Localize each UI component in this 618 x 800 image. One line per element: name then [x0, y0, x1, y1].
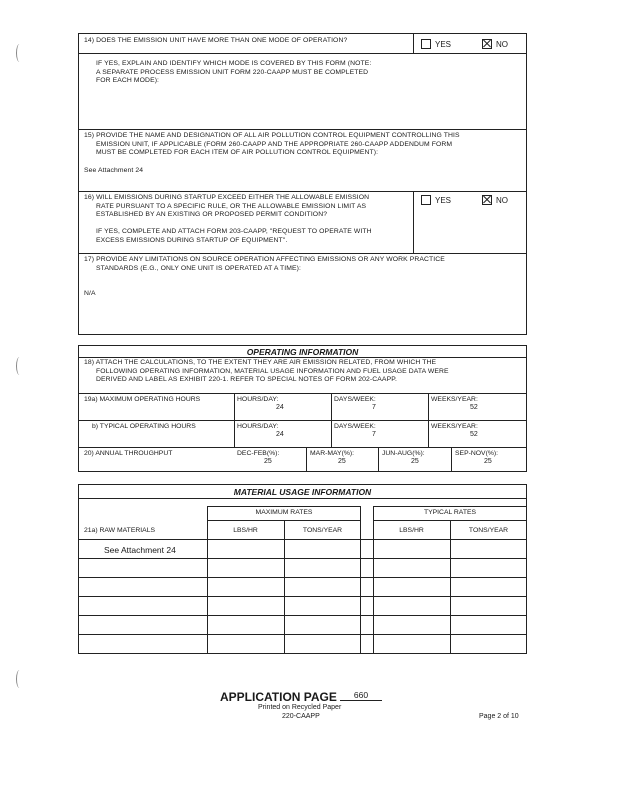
q18-line: DERIVED AND LABEL AS EXHIBIT 220-1. REFER TO SPECIAL NOTES OF FORM 202-CAAPP. [96, 376, 397, 384]
q15-question-line: EMISSION UNIT, IF APPLICABLE (FORM 260-CAAPP AND THE APPROPRIATE 260-CAAPP ADDENDUM FORM [96, 140, 453, 148]
q14-instructions [96, 60, 371, 86]
q16-question-line: ESTABLISHED BY AN EXISTING OR PROPOSED PERMIT CONDITION? [96, 211, 328, 219]
q16-instructions [96, 228, 372, 245]
max-hours-day-value: 24 [276, 404, 284, 411]
max-weeks-year-label: WEEKS/YEAR: [431, 396, 478, 403]
material-title: MATERIAL USAGE INFORMATION [233, 487, 372, 497]
q18-text [84, 359, 449, 385]
mar-may-label: MAR-MAY(%): [310, 450, 355, 457]
typ-tons-year-header: TONS/YEAR [468, 527, 509, 534]
typ-weeks-year-label: WEEKS/YEAR: [431, 423, 478, 430]
q15-answer: See Attachment 24 [84, 167, 144, 174]
q18-line: 18) ATTACH THE CALCULATIONS, TO THE EXTENT THEY ARE AIR EMISSION RELATED, FROM WHICH THE [84, 359, 437, 366]
operating-title: OPERATING INFORMATION [246, 347, 359, 357]
q16-no-label: NO [496, 195, 508, 205]
application-page-label: APPLICATION PAGE [220, 690, 337, 704]
printed-on-recycled: Printed on Recycled Paper [258, 704, 342, 711]
dec-feb-label: DEC-FEB(%): [237, 450, 280, 457]
q14-no-option[interactable] [482, 39, 508, 49]
typ-lbs-hr-header: LBS/HR [399, 527, 424, 534]
q15-question-line: 15) PROVIDE THE NAME AND DESIGNATION OF ALL AIR POLLUTION CONTROL EQUIPMENT CONTROLLING THIS [84, 132, 460, 139]
jun-aug-label: JUN-AUG(%): [382, 450, 425, 457]
q16-question-line: RATE PURSUANT TO A SPECIFIC RULE, OR THE ALLOWABLE EMISSION LIMIT AS [96, 202, 367, 210]
q14-instruction-line: A SEPARATE PROCESS EMISSION UNIT FORM 220-CAAPP MUST BE COMPLETED [96, 68, 369, 76]
binder-hole-mark [16, 670, 23, 688]
jun-aug-value: 25 [411, 458, 419, 465]
q14-yes-option[interactable] [421, 39, 451, 49]
q17-question [84, 256, 445, 273]
q16-question [84, 194, 369, 220]
sep-nov-label: SEP-NOV(%): [455, 450, 499, 457]
max-lbs-hr-header: LBS/HR [233, 527, 258, 534]
q14-question: 14) DOES THE EMISSION UNIT HAVE MORE THAN ONE MODE OF OPERATION? [84, 37, 348, 44]
q14-instruction-line: IF YES, EXPLAIN AND IDENTIFY WHICH MODE IS COVERED BY THIS FORM (NOTE: [96, 60, 372, 67]
q18-line: FOLLOWING OPERATING INFORMATION, MATERIAL USAGE INFORMATION AND FUEL USAGE DATA WERE [96, 367, 449, 375]
page-count: Page 2 of 10 [479, 713, 519, 720]
q16-yes-option[interactable] [421, 195, 451, 205]
typ-hours-day-value: 24 [276, 431, 284, 438]
typical-rates-header: TYPICAL RATES [423, 509, 477, 516]
typ-days-week-label: DAYS/WEEK: [334, 423, 376, 430]
q14-no-label: NO [496, 39, 508, 49]
q17-question-line: STANDARDS (E.G., ONLY ONE UNIT IS OPERATED AT A TIME): [96, 264, 301, 272]
q20-label: 20) ANNUAL THROUGHPUT [84, 450, 173, 457]
q19b-label: b) TYPICAL OPERATING HOURS [92, 423, 196, 430]
application-page-number: 660 [340, 690, 382, 701]
q17-answer: N/A [84, 290, 96, 297]
binder-hole-mark [16, 357, 23, 375]
raw-materials-label: 21a) RAW MATERIALS [84, 527, 156, 534]
q17-question-line: 17) PROVIDE ANY LIMITATIONS ON SOURCE OPERATION AFFECTING EMISSIONS OR ANY WORK PRACTICE [84, 256, 445, 263]
q16-yes-checkbox[interactable] [421, 195, 431, 205]
max-rates-header: MAXIMUM RATES [255, 509, 313, 516]
q15-question-line: MUST BE COMPLETED FOR EACH ITEM OF AIR POLLUTION CONTROL EQUIPMENT): [96, 149, 379, 157]
mar-may-value: 25 [338, 458, 346, 465]
q16-instruction-line: EXCESS EMISSIONS DURING STARTUP OF EQUIPMENT". [96, 236, 288, 244]
q19a-label: 19a) MAXIMUM OPERATING HOURS [84, 396, 201, 403]
q16-question-line: 16) WILL EMISSIONS DURING STARTUP EXCEED EITHER THE ALLOWABLE EMISSION [84, 194, 370, 201]
binder-hole-mark [16, 44, 23, 62]
max-days-week-value: 7 [372, 404, 376, 411]
typ-days-week-value: 7 [372, 431, 376, 438]
q16-instruction-line: IF YES, COMPLETE AND ATTACH FORM 203-CAAPP, "REQUEST TO OPERATE WITH [96, 228, 372, 235]
q14-no-checkbox[interactable] [482, 39, 492, 49]
q16-no-checkbox[interactable] [482, 195, 492, 205]
raw-material-row-1: See Attachment 24 [104, 545, 176, 555]
q15-question [84, 132, 460, 158]
q14-instruction-line: FOR EACH MODE): [96, 77, 160, 85]
max-days-week-label: DAYS/WEEK: [334, 396, 376, 403]
typ-hours-day-label: HOURS/DAY: [237, 423, 279, 430]
form-number: 220-CAAPP [282, 713, 320, 720]
sep-nov-value: 25 [484, 458, 492, 465]
max-weeks-year-value: 52 [470, 404, 478, 411]
typ-weeks-year-value: 52 [470, 431, 478, 438]
dec-feb-value: 25 [264, 458, 272, 465]
max-tons-year-header: TONS/YEAR [302, 527, 343, 534]
q16-no-option[interactable] [482, 195, 508, 205]
q16-yes-label: YES [435, 195, 452, 205]
q14-yes-label: YES [435, 39, 452, 49]
q14-yes-checkbox[interactable] [421, 39, 431, 49]
max-hours-day-label: HOURS/DAY: [237, 396, 279, 403]
